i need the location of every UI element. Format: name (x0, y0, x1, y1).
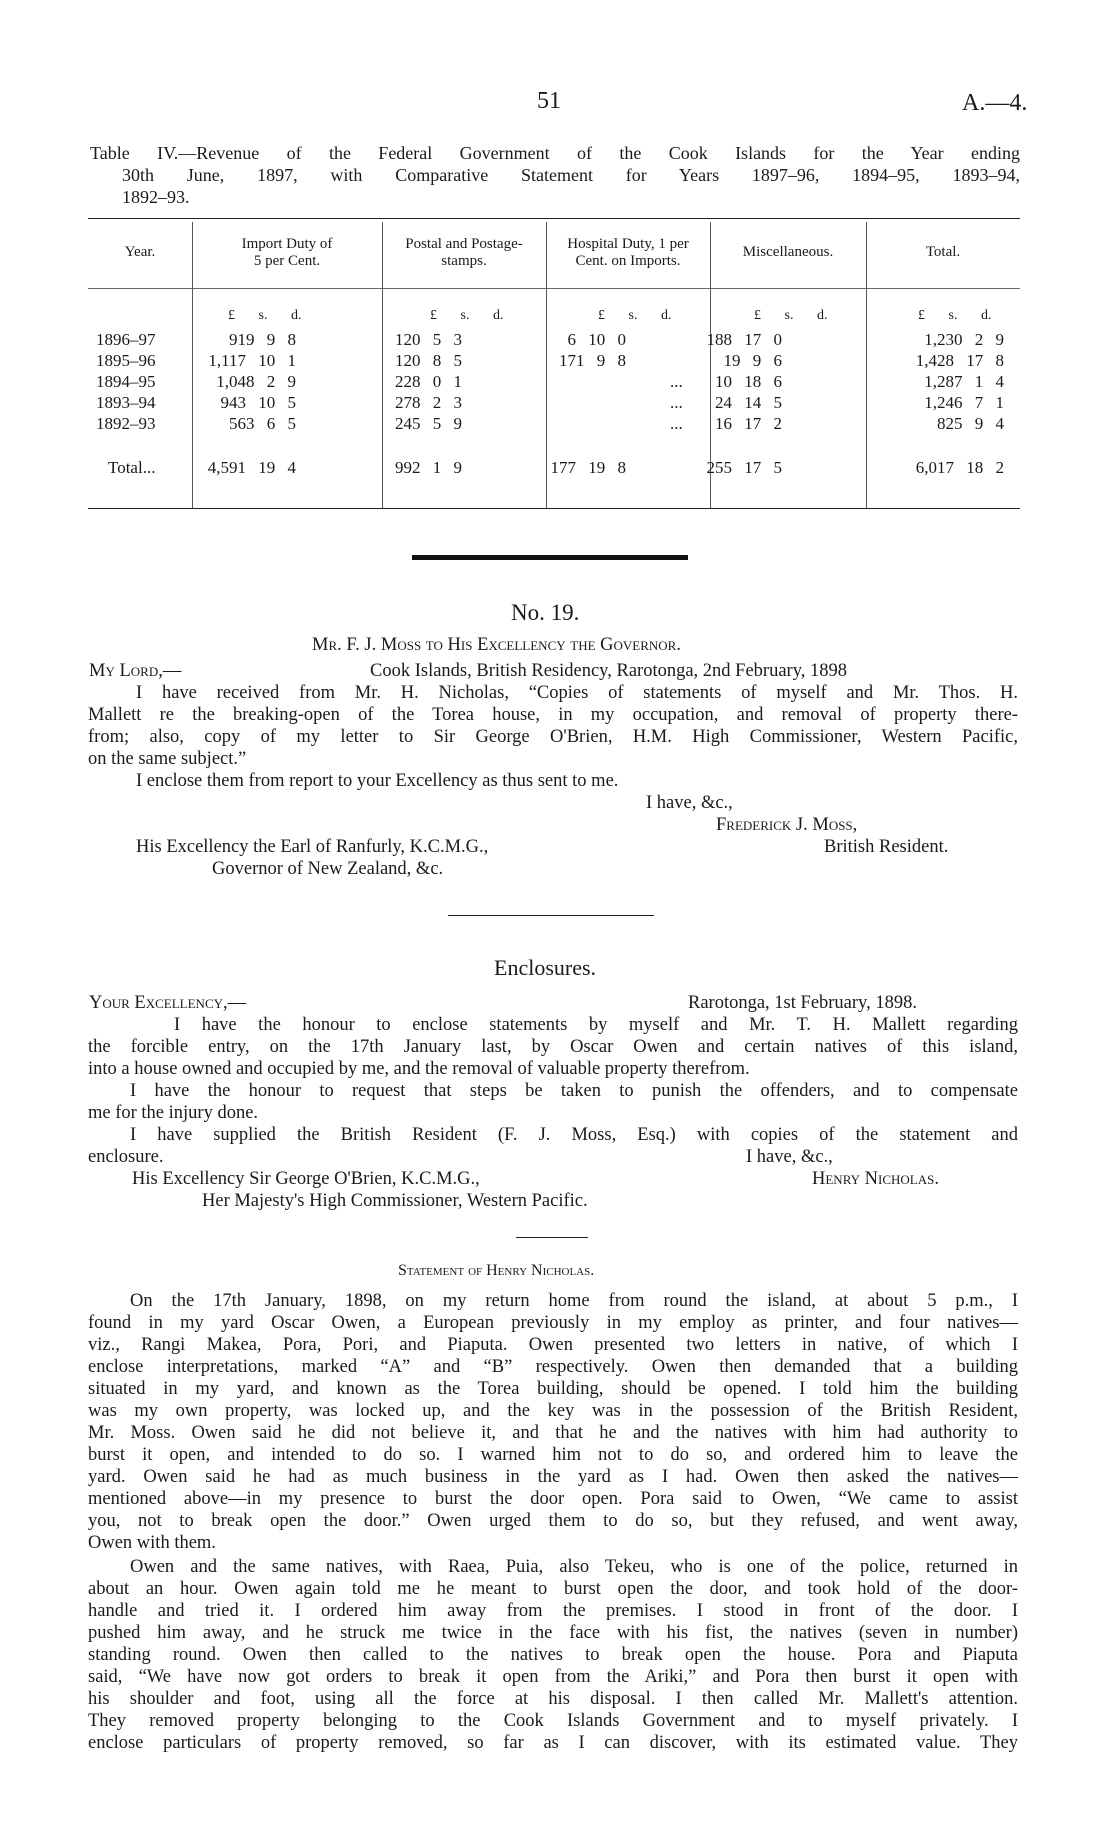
body-line: viz., Rangi Makea, Pora, Pori, and Piaputa. Owen presented two letters in native, of which I (88, 1335, 1018, 1355)
cell-hospital: 177 19 8 (550, 458, 626, 477)
statement-heading: Statement of Henry Nicholas. (398, 1262, 595, 1279)
enclosure-closing: I have, &c., (746, 1147, 833, 1167)
column-divider (866, 222, 867, 508)
unit-label: £ s. d. (918, 308, 992, 323)
body-line: me for the injury done. (88, 1103, 259, 1123)
cell-total-label: Total... (108, 458, 156, 477)
cell-postal: 228 0 1 (395, 372, 462, 391)
body-line: yard. Owen said he had as much business in the yard as I had. Owen then asked the natives— (88, 1467, 1018, 1487)
body-line: On the 17th January, 1898, on my return home from round the island, at about 5 p.m., I (130, 1291, 1018, 1311)
cell-misc: 19 9 6 (723, 351, 782, 370)
column-header-postal: Postal and Postage- stamps. (405, 236, 523, 269)
cell-hospital: ... (670, 372, 683, 391)
letter-addressee-title: Governor of New Zealand, &c. (212, 859, 444, 879)
body-line: handle and tried it. I ordered him away from the premises. I stood in front of the door. I (88, 1601, 1018, 1621)
section-divider (516, 1237, 588, 1238)
body-line: Owen and the same natives, with Raea, Puia, also Tekeu, who is one of the police, returned in (130, 1557, 1018, 1577)
column-header-hospital: Hospital Duty, 1 per Cent. on Imports. (567, 236, 689, 269)
body-line: Mallett re the breaking-open of the Torea house, in my occupation, and removal of property there- (88, 705, 1018, 725)
enclosures-heading: Enclosures. (494, 955, 597, 980)
body-line: into a house owned and occupied by me, and the removal of valuable property therefrom. (88, 1059, 750, 1079)
cell-postal: 245 5 9 (395, 414, 462, 433)
unit-label: £ s. d. (598, 308, 672, 323)
cell-hospital: 171 9 8 (559, 351, 626, 370)
cell-year: 1896–97 (96, 330, 156, 349)
body-line: on the same subject.” (88, 749, 247, 769)
body-line: Mr. Moss. Owen said he did not believe it, and that he and the natives with him had authority to (88, 1423, 1018, 1443)
cell-postal: 278 2 3 (395, 393, 462, 412)
section-divider (448, 915, 654, 916)
letter-body (88, 682, 1018, 792)
cell-total: 6,017 18 2 (915, 458, 1004, 477)
letter-addressee: His Excellency the Earl of Ranfurly, K.C.M.G., (136, 837, 489, 857)
body-line: mentioned above—in my presence to burst the door open. Pora said to Owen, “We came to assist (88, 1489, 1018, 1509)
enclosure-body (88, 1014, 1018, 1168)
table-bottom-rule (88, 508, 1020, 509)
body-line: I have supplied the British Resident (F. J. Moss, Esq.) with copies of the statement and (130, 1125, 1018, 1145)
body-line: was my own property, was locked up, and the key was in the possession of the British Resident, (88, 1401, 1018, 1421)
letter-subject: Mr. F. J. Moss to His Excellency the Governor. (312, 635, 681, 655)
body-line: They removed property belonging to the Cook Islands Government and to myself privately. I (88, 1711, 1018, 1731)
table-header-rule (88, 288, 1020, 289)
cell-misc: 10 18 6 (715, 372, 782, 391)
cell-total: 825 9 4 (937, 414, 1004, 433)
cell-import: 919 9 8 (229, 330, 296, 349)
cell-year: 1893–94 (96, 393, 156, 412)
column-header-misc: Miscellaneous. (742, 244, 834, 260)
body-line: pushed him away, and he struck me twice in the face with his fist, the natives (seven in number) (88, 1623, 1018, 1643)
cell-import: 1,048 2 9 (216, 372, 296, 391)
letter-number: No. 19. (511, 600, 580, 625)
letter-place-date: Cook Islands, British Residency, Rarotonga, 2nd February, 1898 (370, 661, 847, 681)
letter-signature: Frederick J. Moss, (716, 815, 858, 835)
body-line: said, “We have now got orders to break it open from the Ariki,” and Pora then burst it open with (88, 1667, 1018, 1687)
body-line: standing round. Owen then called to the natives to break open the house. Pora and Piaputa (88, 1645, 1018, 1665)
cell-misc: 255 17 5 (706, 458, 782, 477)
body-line: found in my yard Oscar Owen, a European previously in my employ as printer, and four natives— (88, 1313, 1018, 1333)
enclosure-salutation: Your Excellency,— (89, 993, 247, 1013)
caption-line: 30th June, 1897, with Comparative Statement for Years 1897–96, 1894–95, 1893–94, (122, 165, 1020, 185)
cell-hospital: 6 10 0 (567, 330, 626, 349)
cell-import: 4,591 19 4 (207, 458, 296, 477)
body-line: you, not to break open the door.” Owen urged them to do so, but they refused, and went away, (88, 1511, 1018, 1531)
section-divider (412, 555, 688, 560)
column-header-import: Import Duty of 5 per Cent. (241, 236, 333, 269)
body-line: his shoulder and foot, using all the force at his disposal. I then called Mr. Mallett's attention. (88, 1689, 1018, 1709)
cell-year: 1892–93 (96, 414, 156, 433)
cell-postal: 120 8 5 (395, 351, 462, 370)
page-number: 51 (537, 88, 561, 114)
cell-year: 1894–95 (96, 372, 156, 391)
cell-total: 1,230 2 9 (924, 330, 1004, 349)
body-line: the forcible entry, on the 17th January last, by Oscar Owen and certain natives of this island, (88, 1037, 1018, 1057)
document-reference: A.—4. (962, 90, 1028, 116)
revenue-table (88, 218, 1020, 510)
cell-postal: 992 1 9 (395, 458, 462, 477)
letter-closing: I have, &c., (646, 793, 733, 813)
column-header-year: Year. (124, 244, 156, 260)
body-line: I have received from Mr. H. Nicholas, “Copies of statements of myself and Mr. Thos. H. (136, 683, 1018, 703)
cell-total: 1,287 1 4 (924, 372, 1004, 391)
cell-misc: 188 17 0 (706, 330, 782, 349)
statement-paragraph (88, 1290, 1018, 1554)
cell-hospital: ... (670, 393, 683, 412)
enclosure-addressee-title: Her Majesty's High Commissioner, Western Pacific. (202, 1191, 588, 1211)
cell-misc: 16 17 2 (715, 414, 782, 433)
body-line: enclose particulars of property removed, so far as I can discover, with its estimated value. They (88, 1733, 1018, 1753)
cell-hospital: ... (670, 414, 683, 433)
cell-import: 943 10 5 (220, 393, 296, 412)
table-caption (90, 142, 1020, 208)
statement-paragraph (88, 1556, 1018, 1754)
cell-misc: 24 14 5 (715, 393, 782, 412)
body-line: I have the honour to request that steps be taken to punish the offenders, and to compensate (130, 1081, 1018, 1101)
cell-total: 1,246 7 1 (924, 393, 1004, 412)
cell-year: 1895–96 (96, 351, 156, 370)
caption-line: Table IV.—Revenue of the Federal Government of the Cook Islands for the Year ending (90, 143, 1020, 163)
column-header-total: Total. (925, 244, 961, 260)
body-line: from; also, copy of my letter to Sir George O'Brien, H.M. High Commissioner, Western Pacific, (88, 727, 1018, 747)
body-line: I have the honour to enclose statements by myself and Mr. T. H. Mallett regarding (174, 1015, 1018, 1035)
unit-label: £ s. d. (754, 308, 828, 323)
body-line: about an hour. Owen again told me he meant to burst open the door, and took hold of the door- (88, 1579, 1018, 1599)
body-line: burst it open, and intended to do so. I warned him not to do so, and ordered him to leave the (88, 1445, 1018, 1465)
body-line: situated in my yard, and known as the Torea building, should be opened. I told him the building (88, 1379, 1018, 1399)
caption-line: 1892–93. (122, 187, 190, 207)
cell-postal: 120 5 3 (395, 330, 462, 349)
enclosure-addressee: His Excellency Sir George O'Brien, K.C.M.G., (132, 1169, 480, 1189)
body-line: enclose interpretations, marked “A” and “B” respectively. Owen then demanded that a building (88, 1357, 1018, 1377)
body-line: Owen with them. (88, 1533, 216, 1553)
cell-total: 1,428 17 8 (915, 351, 1004, 370)
body-line: I enclose them from report to your Excellency as thus sent to me. (136, 771, 619, 791)
enclosure-signature: Henry Nicholas. (812, 1169, 939, 1189)
unit-label: £ s. d. (430, 308, 504, 323)
letter-signature-title: British Resident. (824, 837, 949, 857)
enclosure-place-date: Rarotonga, 1st February, 1898. (688, 993, 917, 1013)
letter-salutation: My Lord,— (89, 661, 182, 681)
cell-import: 563 6 5 (229, 414, 296, 433)
table-top-rule (88, 218, 1020, 219)
body-line: enclosure. (88, 1147, 164, 1167)
unit-label: £ s. d. (228, 308, 302, 323)
cell-import: 1,117 10 1 (208, 351, 296, 370)
